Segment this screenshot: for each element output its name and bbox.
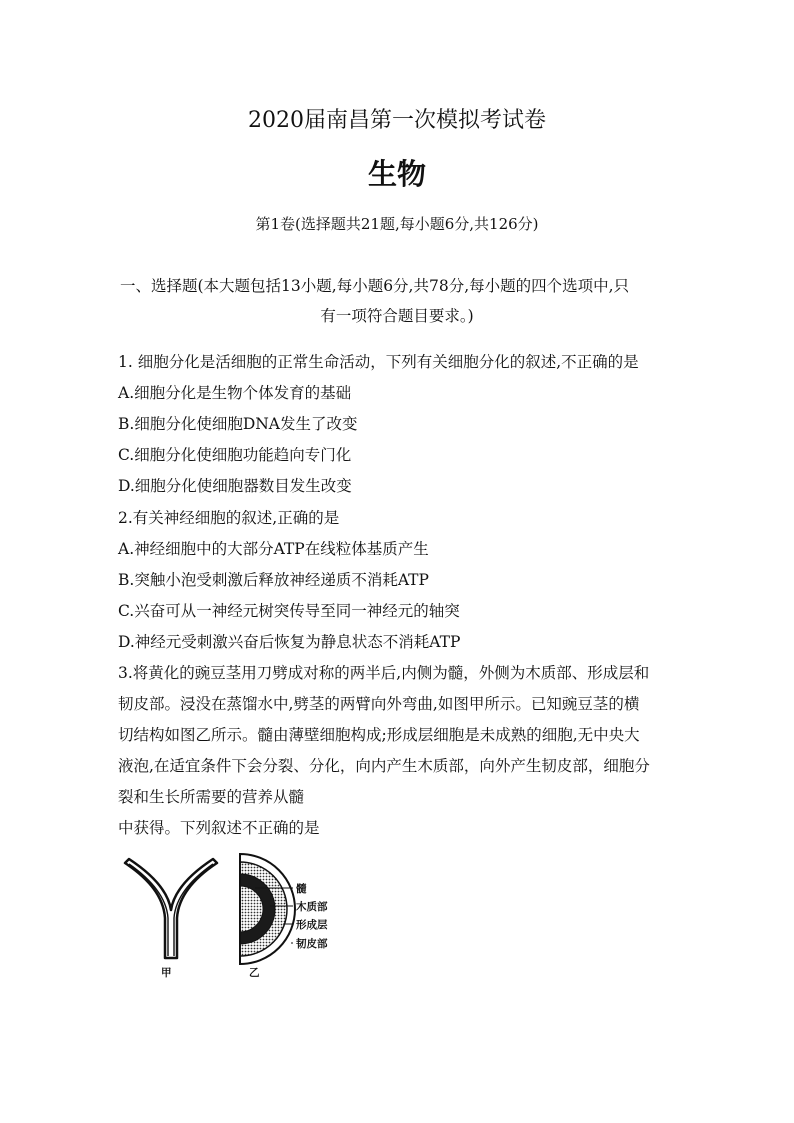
q3-line: 3.将黄化的豌豆茎用刀劈成对称的两半后,内侧为髓，外侧为木质部、形成层和 <box>118 664 650 682</box>
label-xylem: 木质部 <box>296 901 328 913</box>
section-instructions-line2: 有一项符合题目要求。) <box>320 307 474 325</box>
label-phloem: 韧皮部 <box>296 938 328 950</box>
q3-line: 韧皮部。浸没在蒸馏水中,劈茎的两臂向外弯曲,如图甲所示。已知豌豆茎的横 <box>118 695 640 713</box>
section-instructions-line1: 一、选择题(本大题包括13小题,每小题6分,共78分,每小题的四个选项中,只 <box>120 277 630 295</box>
q3-line: 裂和生长所需要的营养从髓 <box>118 788 305 806</box>
figure-label-yi: 乙 <box>249 967 260 979</box>
q2-option-a: A.神经细胞中的大部分ATP在线粒体基质产生 <box>118 540 429 558</box>
q2-stem: 2.有关神经细胞的叙述,正确的是 <box>118 509 340 527</box>
cross-section-figure <box>240 854 295 964</box>
subject-title: 生物 <box>367 157 426 191</box>
q1-option-a: A.细胞分化是生物个体发育的基础 <box>118 384 352 402</box>
q2-option-d: D.神经元受刺激兴奋后恢复为静息状态不消耗ATP <box>118 633 461 651</box>
q3-line: 中获得。下列叙述不正确的是 <box>118 819 320 837</box>
label-cambium: 形成层 <box>296 919 328 931</box>
split-stem-outline <box>125 859 217 958</box>
split-stem-figure <box>125 859 217 958</box>
q1-option-d: D.细胞分化使细胞器数目发生改变 <box>118 477 352 495</box>
label-pith: 髓 <box>296 883 307 895</box>
q2-option-c: C.兴奋可从一神经元树突传导至同一神经元的轴突 <box>118 602 460 620</box>
q2-option-b: B.突触小泡受刺激后释放神经递质不消耗ATP <box>118 571 429 589</box>
q1-stem: 1. 细胞分化是活细胞的正常生命活动，下列有关细胞分化的叙述,不正确的是 <box>118 353 639 371</box>
stem-figure-svg <box>115 848 375 983</box>
exam-title: 2020届南昌第一次模拟考试卷 <box>248 108 546 133</box>
q1-option-b: B.细胞分化使细胞DNA发生了改变 <box>118 415 358 433</box>
figure-label-jia: 甲 <box>161 967 172 979</box>
q3-line: 液泡,在适宜条件下会分裂、分化，向内产生木质部，向外产生韧皮部，细胞分 <box>118 757 650 775</box>
stem-figure <box>115 848 375 983</box>
volume-note: 第1卷(选择题共21题,每小题6分,共126分) <box>255 215 539 233</box>
q3-line: 切结构如图乙所示。髓由薄壁细胞构成;形成层细胞是未成熟的细胞,无中央大 <box>118 726 640 744</box>
q1-option-c: C.细胞分化使细胞功能趋向专门化 <box>118 446 352 464</box>
